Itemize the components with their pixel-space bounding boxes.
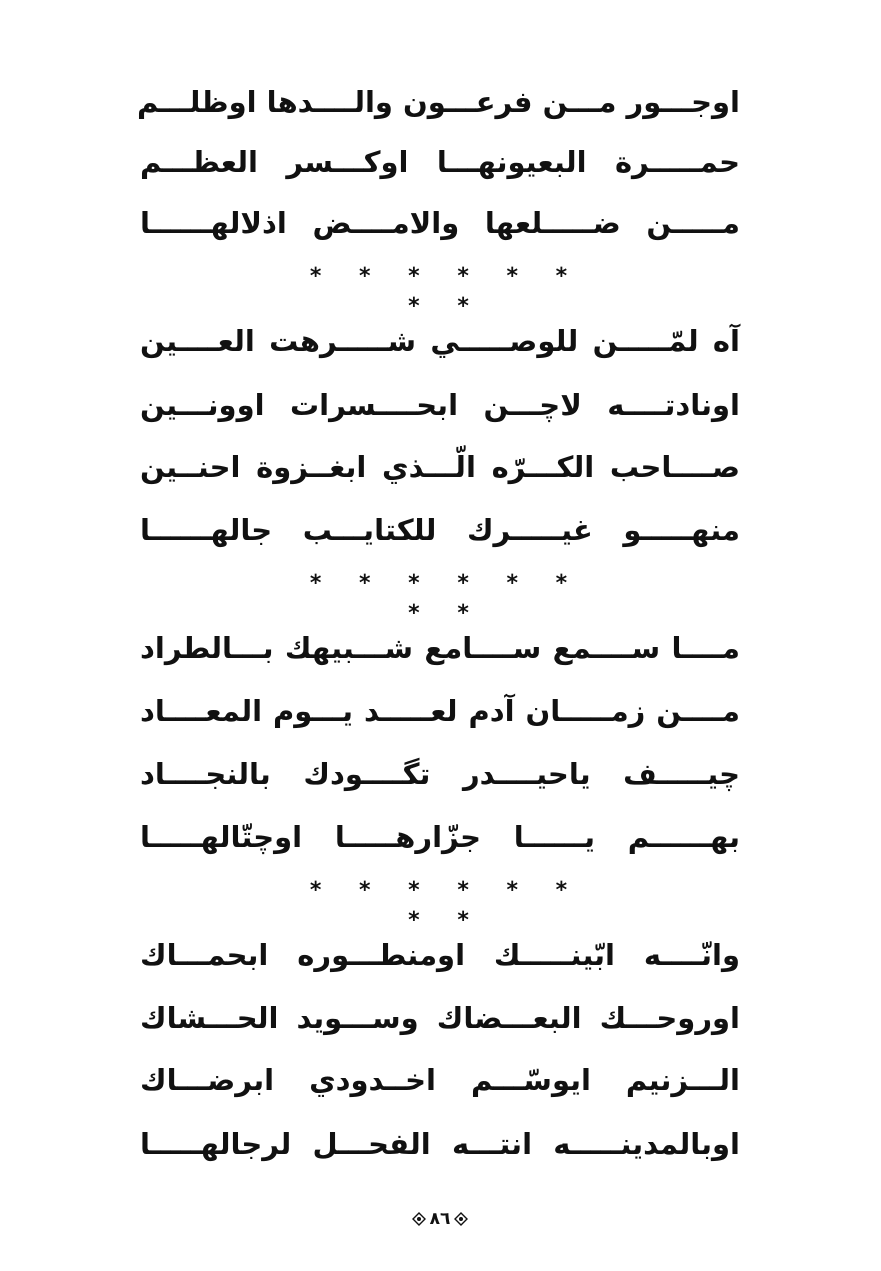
stanza-separator: * * * * * * * *: [309, 878, 572, 933]
verse-line: وانّــــه ابّينـــــك اومنطـــوره ابحمـــاك: [140, 938, 740, 972]
verse-line: اوروحـــك البعـــضاك وســـويد الحـــشاك: [140, 1001, 740, 1035]
verse-line: مــــن زمـــــان آدم لعـــــد يـــوم المعــــاد: [140, 694, 740, 728]
verse-line: منهـــــو غيـــــرك للكتايـــب جالهــــــا: [140, 513, 740, 547]
verse-line: اوبالمدينـــــه انتـــه الفحـــل لرجالهـــــا: [140, 1127, 740, 1161]
page-footer: [395, 1204, 485, 1234]
verse-line: صــــاحب الكـــرّه الّـــذي ابغــزوة احنــين: [140, 450, 740, 484]
verse-line: اوجـــور مـــن فرعـــون والــــدها اوظلـــم: [136, 85, 740, 119]
arabesque-icon: [412, 1212, 426, 1226]
verse-line: حمـــــرة البعيونهـــا اوكـــسر العظـــم: [140, 145, 740, 179]
verse-line: اونادتــــه لاچـــن ابحــــسرات اوونـــين: [140, 388, 740, 422]
page-number: ٨٦: [429, 1209, 451, 1229]
verse-line: الـــزنيم ايوسّـــم اخــدودي ابرضـــاك: [140, 1063, 740, 1097]
verse-line: آه لمّـــــن للوصـــــي شـــــرهت العــــين: [140, 324, 740, 358]
verse-line: مـــــن ضـــــلعها والامــــض اذلالهــــــا: [140, 206, 740, 240]
arabesque-icon: [454, 1212, 468, 1226]
verse-line: چيـــــف ياحيــــدر تگــــودك بالنجــــاد: [140, 757, 740, 791]
verse-line: بهــــــم يــــــا جزّارهـــــا اوچتّالهـــــا: [140, 820, 740, 854]
stanza-separator: * * * * * * * *: [309, 571, 572, 626]
stanza-separator: * * * * * * * *: [309, 264, 572, 319]
verse-line: مــــا ســــمع ســــامع شـــبيهك بـــالطراد: [140, 631, 740, 665]
